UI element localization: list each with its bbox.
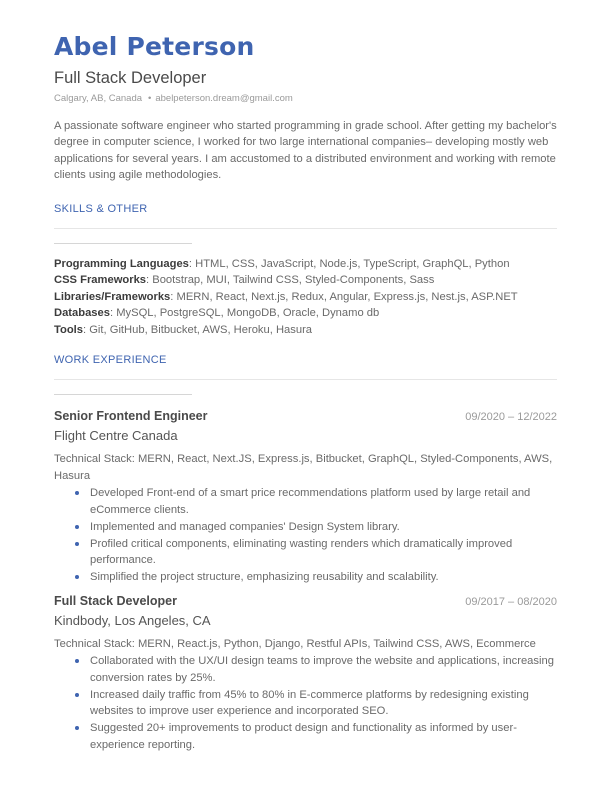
- job-entry: [54, 408, 557, 586]
- list-item: [90, 519, 557, 536]
- section-divider: [54, 379, 557, 380]
- bullet-icon: [75, 726, 79, 730]
- skill-value: : HTML, CSS, JavaScript, Node.js, TypeScript, GraphQL, Python: [188, 257, 510, 270]
- location-text: Calgary, AB, Canada: [54, 93, 143, 104]
- company-name: Kindbody, Los Angeles, CA: [54, 612, 211, 628]
- job-title: Senior Frontend Engineer: [54, 409, 208, 424]
- skill-value: : MySQL, PostgreSQL, MongoDB, Oracle, Dynamo db: [109, 307, 380, 320]
- bullet-icon: [75, 575, 79, 579]
- list-item: [90, 720, 557, 753]
- email-link[interactable]: abelpeterson.dream@gmail.com: [155, 93, 293, 104]
- achievement-text: Collaborated with the UX/UI design teams to improve the website and applications, increasing conversion rates by 25%.: [90, 655, 554, 684]
- skills-section-heading: SKILLS & OTHER: [54, 202, 148, 215]
- skill-key: Tools: [54, 323, 84, 336]
- skill-row: [54, 289, 557, 306]
- skill-row: [54, 256, 557, 273]
- bullet-icon: [75, 693, 79, 697]
- job-title: Full Stack Developer: [54, 593, 177, 608]
- achievement-text: Increased daily traffic from 45% to 80% in E-commerce platforms by redesigning existing websites to improve user experience and incorporated SEO.: [90, 688, 529, 718]
- contact-line: [54, 92, 557, 105]
- company-name: Flight Centre Canada: [54, 428, 178, 444]
- job-header: [54, 593, 557, 610]
- contact-separator: •: [148, 93, 152, 104]
- achievement-list: [54, 485, 557, 586]
- section-underline: [54, 243, 192, 244]
- job-header: [54, 408, 557, 425]
- candidate-name: Abel Peterson: [54, 32, 255, 61]
- list-item: [90, 687, 557, 720]
- section-underline: [54, 394, 192, 395]
- bullet-icon: [75, 542, 79, 546]
- skill-key: Programming Languages: [54, 257, 189, 270]
- skill-key: Libraries/Frameworks: [54, 290, 171, 303]
- job-dates: 09/2017 – 08/2020: [465, 595, 557, 608]
- skill-row: [54, 272, 557, 289]
- bullet-icon: [75, 659, 79, 663]
- technical-stack: Technical Stack: MERN, React.js, Python, Django, Restful APIs, Tailwind CSS, AWS, Ecommerce: [54, 637, 536, 650]
- achievement-text: Profiled critical components, eliminating wasting renders which dramatically improved performance.: [90, 537, 513, 567]
- job-headline: Full Stack Developer: [54, 69, 207, 87]
- skill-row: [54, 305, 557, 322]
- skill-row: [54, 322, 557, 339]
- achievement-text: Simplified the project structure, emphasizing reusability and scalability.: [90, 571, 439, 584]
- skill-value: : MERN, React, Next.js, Redux, Angular, Express.js, Nest.js, ASP.NET: [170, 290, 518, 303]
- list-item: [90, 536, 557, 569]
- achievement-list: [54, 653, 557, 753]
- experience-section-heading: WORK EXPERIENCE: [54, 354, 167, 367]
- technical-stack: Technical Stack: MERN, React, Next.JS, Express.js, Bitbucket, GraphQL, Styled-Components, AWS, Hasura: [54, 453, 553, 482]
- achievement-text: Suggested 20+ improvements to product design and functionality as informed by user-experience reporting.: [90, 722, 517, 751]
- achievement-text: Developed Front-end of a smart price recommendations platform used by large retail and eCommerce clients.: [90, 487, 531, 516]
- skill-value: : Git, GitHub, Bitbucket, AWS, Heroku, Hasura: [83, 323, 313, 336]
- bullet-icon: [75, 525, 79, 529]
- resume-page: [54, 30, 557, 754]
- skill-key: CSS Frameworks: [54, 274, 147, 287]
- bullet-icon: [75, 491, 79, 495]
- list-item: [90, 569, 557, 586]
- job-dates: 09/2020 – 12/2022: [465, 411, 557, 424]
- achievement-text: Implemented and managed companies' Design System library.: [90, 520, 400, 533]
- list-item: [90, 485, 557, 518]
- skills-list: [54, 256, 557, 339]
- skill-value: : Bootstrap, MUI, Tailwind CSS, Styled-Components, Sass: [146, 274, 435, 287]
- summary-paragraph: A passionate software engineer who started programming in grade school. After getting my bachelor's degree in computer science, I worked for two large international companies– developing mostly web applications for several years. I am accustomed to a distributed environment and working with remote clients using agile methodologies.: [54, 120, 557, 182]
- job-entry: [54, 593, 557, 754]
- section-divider: [54, 228, 557, 229]
- skill-key: Databases: [54, 307, 110, 320]
- list-item: [90, 653, 557, 686]
